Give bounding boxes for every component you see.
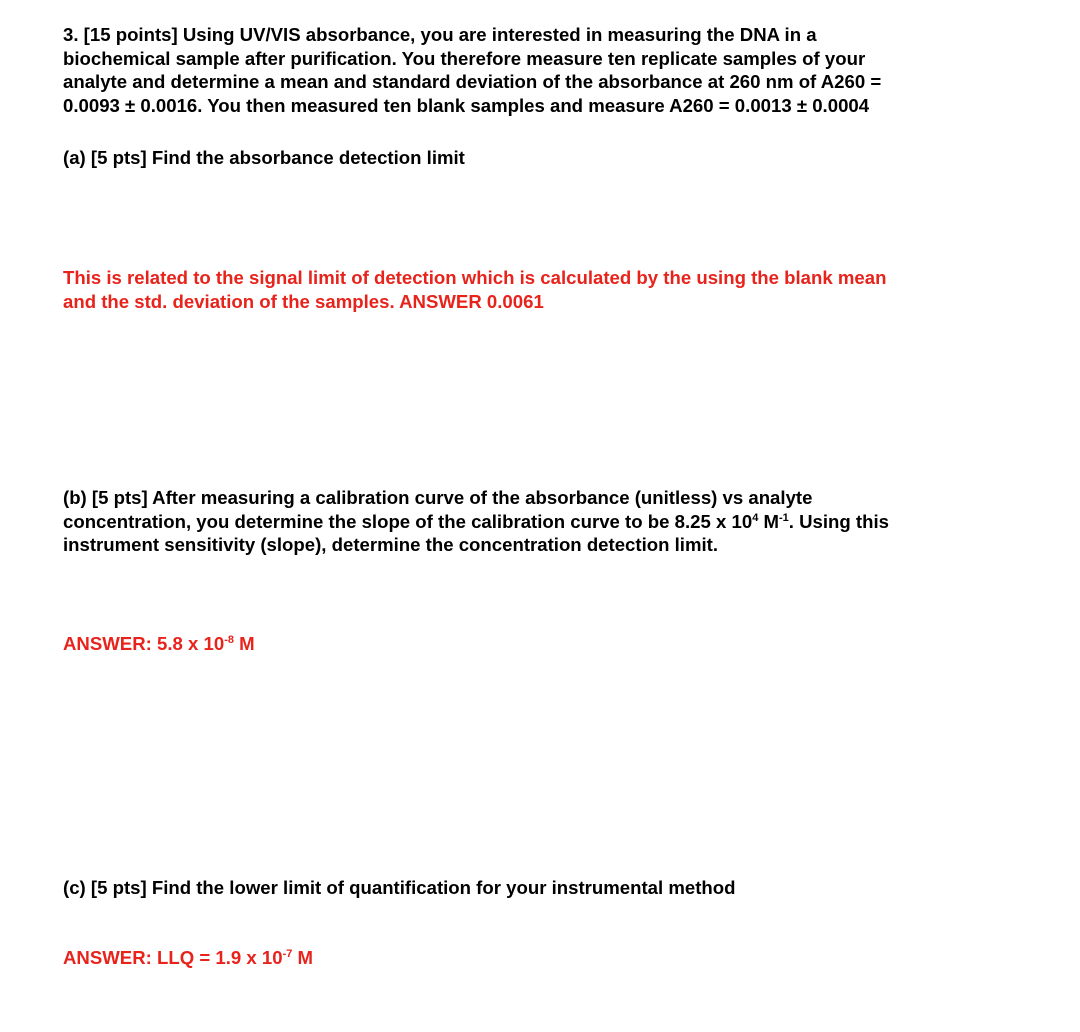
part-b-prompt-text: concentration, you determine the slope of the calibration curve to be 8.25 x 10 bbox=[63, 510, 753, 532]
slope-exponent: 4 bbox=[752, 511, 759, 524]
part-b-prompt-line: instrument sensitivity (slope), determine the concentration detection limit. bbox=[63, 534, 719, 555]
part-c-answer-text: ANSWER: LLQ = 1.9 x 10 bbox=[63, 947, 283, 968]
part-a-answer-line: and the std. deviation of the samples. ANSWER 0.0061 bbox=[63, 290, 544, 312]
part-c-prompt bbox=[63, 876, 1023, 900]
part-a-prompt bbox=[63, 146, 1023, 170]
question-stem-line: 3. [15 points] Using UV/VIS absorbance, you are interested in measuring the DNA in a bbox=[63, 24, 817, 45]
part-a-answer-line: This is related to the signal limit of detection which is calculated by the using the blank mean bbox=[63, 267, 887, 288]
part-b-prompt-line bbox=[63, 510, 1023, 534]
part-b-prompt bbox=[63, 486, 1023, 557]
question-stem-line: biochemical sample after purification. You therefore measure ten replicate samples of your bbox=[63, 47, 866, 69]
part-c-answer-line bbox=[63, 946, 1023, 970]
question-stem-line: 0.0093 ± 0.0016. You then measured ten blank samples and measure A260 = 0.0013 ± 0.0004 bbox=[63, 94, 870, 116]
part-b-unit: M bbox=[758, 510, 779, 532]
part-a-prompt-text: (a) [5 pts] Find the absorbance detection limit bbox=[63, 147, 465, 168]
part-b-answer-unit: M bbox=[233, 633, 255, 654]
answer-exponent: -7 bbox=[282, 948, 293, 960]
part-c-answer-unit: M bbox=[292, 947, 314, 968]
part-a-answer bbox=[63, 266, 1023, 313]
part-b-prompt-text: . Using this bbox=[788, 510, 889, 532]
question-stem bbox=[63, 23, 1023, 117]
unit-exponent: -1 bbox=[778, 511, 789, 524]
part-b-prompt-line: (b) [5 pts] After measuring a calibration curve of the absorbance (unitless) vs analyte bbox=[63, 487, 813, 508]
part-b-answer bbox=[63, 632, 1023, 656]
part-c-prompt-text: (c) [5 pts] Find the lower limit of quantification for your instrumental method bbox=[63, 877, 736, 898]
question-stem-line: analyte and determine a mean and standard deviation of the absorbance at 260 nm of A260 = bbox=[63, 71, 882, 92]
part-c-answer bbox=[63, 946, 1023, 970]
part-b-answer-line bbox=[63, 632, 1023, 656]
part-b-answer-text: ANSWER: 5.8 x 10 bbox=[63, 633, 225, 654]
answer-exponent: -8 bbox=[224, 634, 234, 646]
